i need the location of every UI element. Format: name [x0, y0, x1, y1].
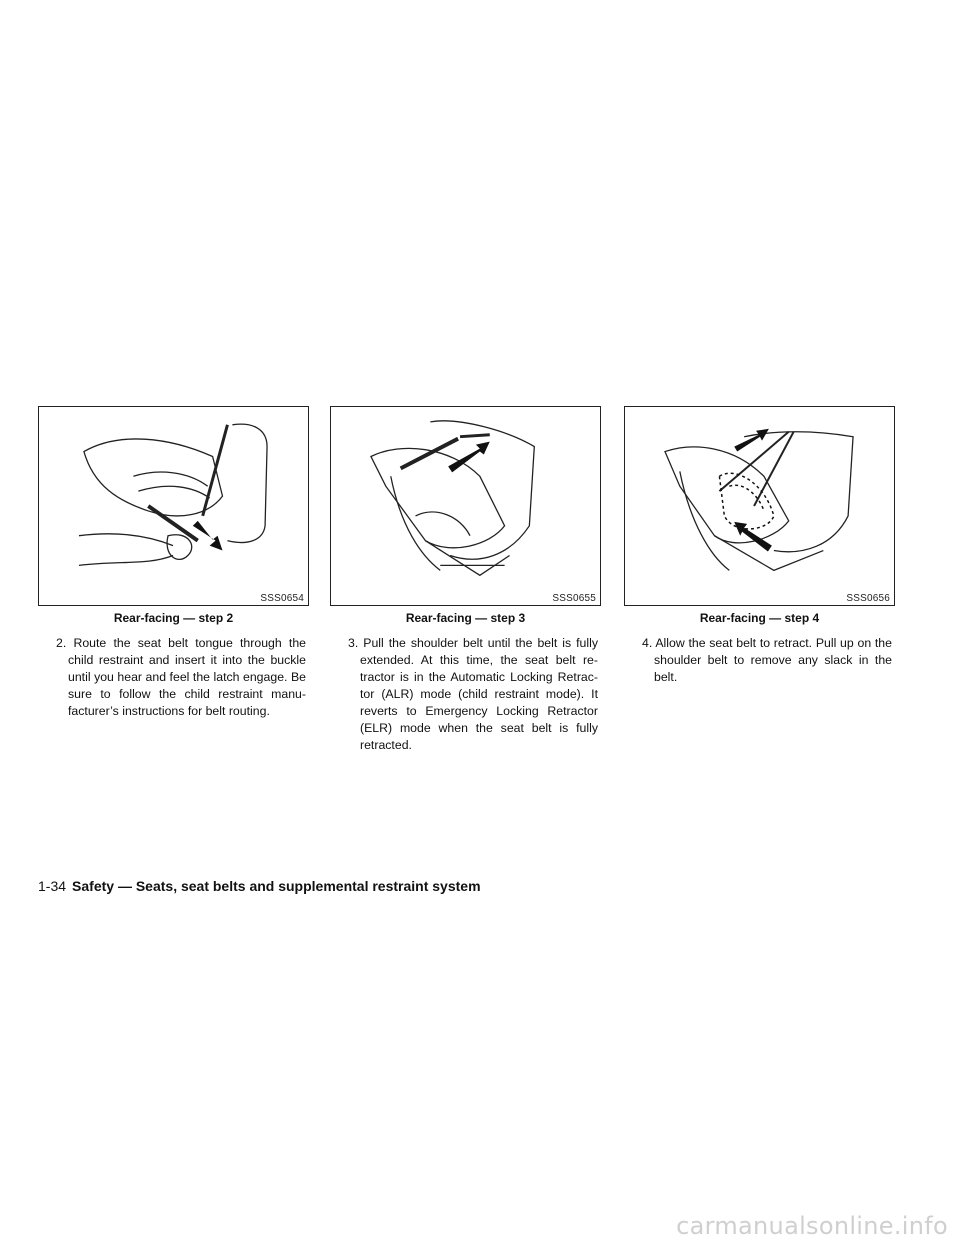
step-2-text — [46, 635, 306, 720]
figure-step-2 — [38, 406, 309, 606]
figure-caption: Rear-facing — step 2 — [113, 611, 234, 625]
figure-step-3 — [330, 406, 601, 606]
illustration-shoulder-belt-pull — [331, 407, 600, 605]
figure-code: SSS0655 — [552, 593, 596, 604]
illustration-child-seat-buckling — [39, 407, 308, 605]
section-title: Safety — Seats, seat belts and supplemental restraint system — [72, 878, 481, 894]
figure-code: SSS0654 — [260, 593, 304, 604]
step-paragraph: 4. Allow the seat belt to retract. Pull up on the shoulder belt to remove any slack in the belt. — [642, 636, 892, 684]
step-paragraph: 2. Route the seat belt tongue through the child restraint and insert it into the buckle until you hear and feel the latch engage. Be sure to follow the child restraint manu-facturer’s instructions for belt routing. — [56, 636, 306, 718]
figure-code: SSS0656 — [846, 593, 890, 604]
figure-caption: Rear-facing — step 4 — [699, 611, 820, 625]
watermark: carmanualsonline.info — [676, 1212, 948, 1240]
step-4-text — [632, 635, 892, 686]
step-3-text — [338, 635, 598, 754]
page-footer — [38, 878, 481, 894]
illustration-belt-retract — [625, 407, 894, 605]
page-number: 1-34 — [38, 878, 67, 894]
figure-step-4 — [624, 406, 895, 606]
step-paragraph: 3. Pull the shoulder belt until the belt is fully extended. At this time, the seat belt re-tractor is in the Automatic Locking Retrac-tor (ALR) mode (child restraint mode). It reverts to Emergency Locking Retractor (ELR) mode when the seat belt is fully retracted. — [348, 636, 598, 752]
figure-caption: Rear-facing — step 3 — [405, 611, 526, 625]
